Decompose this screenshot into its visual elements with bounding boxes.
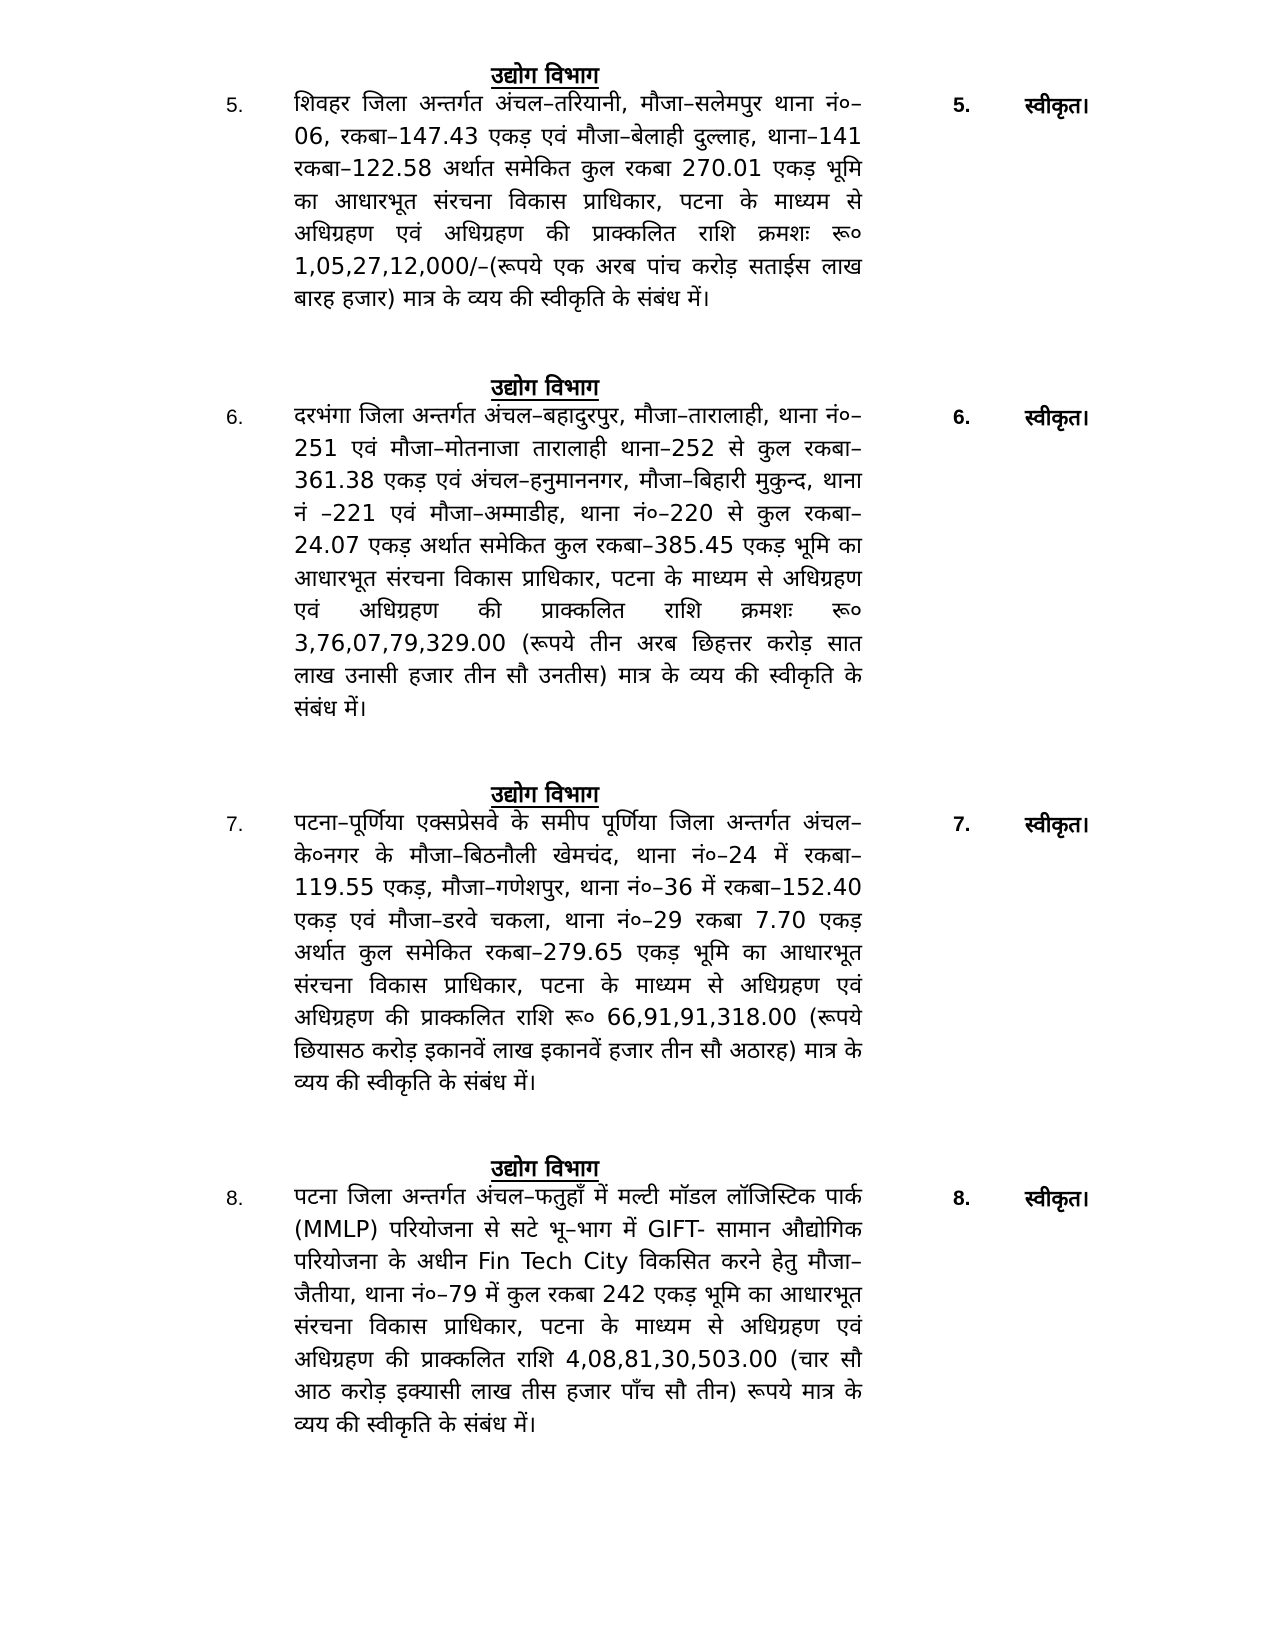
item-number: 6. — [226, 406, 244, 429]
result-status: स्वीकृत। — [1025, 1187, 1090, 1212]
item-description: पटना–पूर्णिया एक्सप्रेसवे के समीप पूर्णिया जिला अन्तर्गत अंचल–के०नगर के मौजा–बिठनौली खेमचंद, थाना नं०–24 में रकबा–119.55 एकड़, मौजा–गणेशपुर, थाना नं०–36 में रकबा–152.40 एकड़ एवं मौजा–डरवे चकला, थाना नं०–29 रकबा 7.70 एकड़ अर्थात कुल समेकित रकबा–279.65 एकड़ भूमि का आधारभूत संरचना विकास प्राधिकार, पटना के माध्यम से अधिग्रहण एवं अधिग्रहण की प्राक्कलित राशि रू० 66,91,91,318.00 (रूपये छियासठ करोड़ इकानवें लाख इकानवें हजार तीन सौ अठारह) मात्र के व्यय की स्वीकृति के संबंध में। — [294, 810, 862, 1096]
result-number: 7. — [953, 813, 971, 836]
department-heading: उद्योग विभाग — [491, 63, 599, 89]
result-status: स्वीकृत। — [1025, 94, 1090, 119]
item-description: पटना जिला अन्तर्गत अंचल–फतुहाँ में मल्टी मॉडल लॉजिस्टिक पार्क (MMLP) परियोजना से सटे भू–भाग में GIFT- सामान औद्योगिक परियोजना के अधीन Fin Tech City विकसित करने हेतु मौजा–जैतीया, थाना नं०–79 में कुल रकबा 242 एकड़ भूमि का आधारभूत संरचना विकास प्राधिकार, पटना के माध्यम से अधिग्रहण एवं अधिग्रहण की प्राक्कलित राशि 4,08,81,30,503.00 (चार सौ आठ करोड़ इक्यासी लाख तीस हजार पाँच सौ तीन) रूपये मात्र के व्यय की स्वीकृति के संबंध में। — [294, 1184, 862, 1438]
result-number: 5. — [953, 94, 971, 117]
item-number: 5. — [226, 94, 244, 117]
department-heading: उद्योग विभाग — [491, 782, 599, 808]
item-description: शिवहर जिला अन्तर्गत अंचल–तरियानी, मौजा–सलेमपुर थाना नं०–06, रकबा–147.43 एकड़ एवं मौजा–बेलाही दुल्लाह, थाना–141 रकबा–122.58 अर्थात समेकित कुल रकबा 270.01 एकड़ भूमि का आधारभूत संरचना विकास प्राधिकार, पटना के माध्यम से अधिग्रहण एवं अधिग्रहण की प्राक्कलित राशि क्रमशः रू० 1,05,27,12,000/–(रूपये एक अरब पांच करोड़ सताईस लाख बारह हजार) मात्र के व्यय की स्वीकृति के संबंध में। — [294, 91, 862, 312]
result-number: 6. — [953, 406, 971, 429]
department-heading: उद्योग विभाग — [491, 1156, 599, 1182]
result-number: 8. — [953, 1187, 971, 1210]
item-number: 7. — [226, 813, 244, 836]
result-status: स्वीकृत। — [1025, 406, 1090, 431]
result-status: स्वीकृत। — [1025, 813, 1090, 838]
item-number: 8. — [226, 1187, 244, 1210]
department-heading: उद्योग विभाग — [491, 375, 599, 401]
item-description: दरभंगा जिला अन्तर्गत अंचल–बहादुरपुर, मौजा–तारालाही, थाना नं०–251 एवं मौजा–मोतनाजा तारालाही थाना–252 से कुल रकबा–361.38 एकड़ एवं अंचल–हनुमाननगर, मौजा–बिहारी मुकुन्द, थाना नं –221 एवं मौजा–अम्माडीह, थाना नं०–220 से कुल रकबा–24.07 एकड़ अर्थात समेकित कुल रकबा–385.45 एकड़ भूमि का आधारभूत संरचना विकास प्राधिकार, पटना के माध्यम से अधिग्रहण एवं अधिग्रहण की प्राक्कलित राशि क्रमशः रू० 3,76,07,79,329.00 (रूपये तीन अरब छिहत्तर करोड़ सात लाख उनासी हजार तीन सौ उनतीस) मात्र के व्यय की स्वीकृति के संबंध में। — [294, 403, 862, 722]
